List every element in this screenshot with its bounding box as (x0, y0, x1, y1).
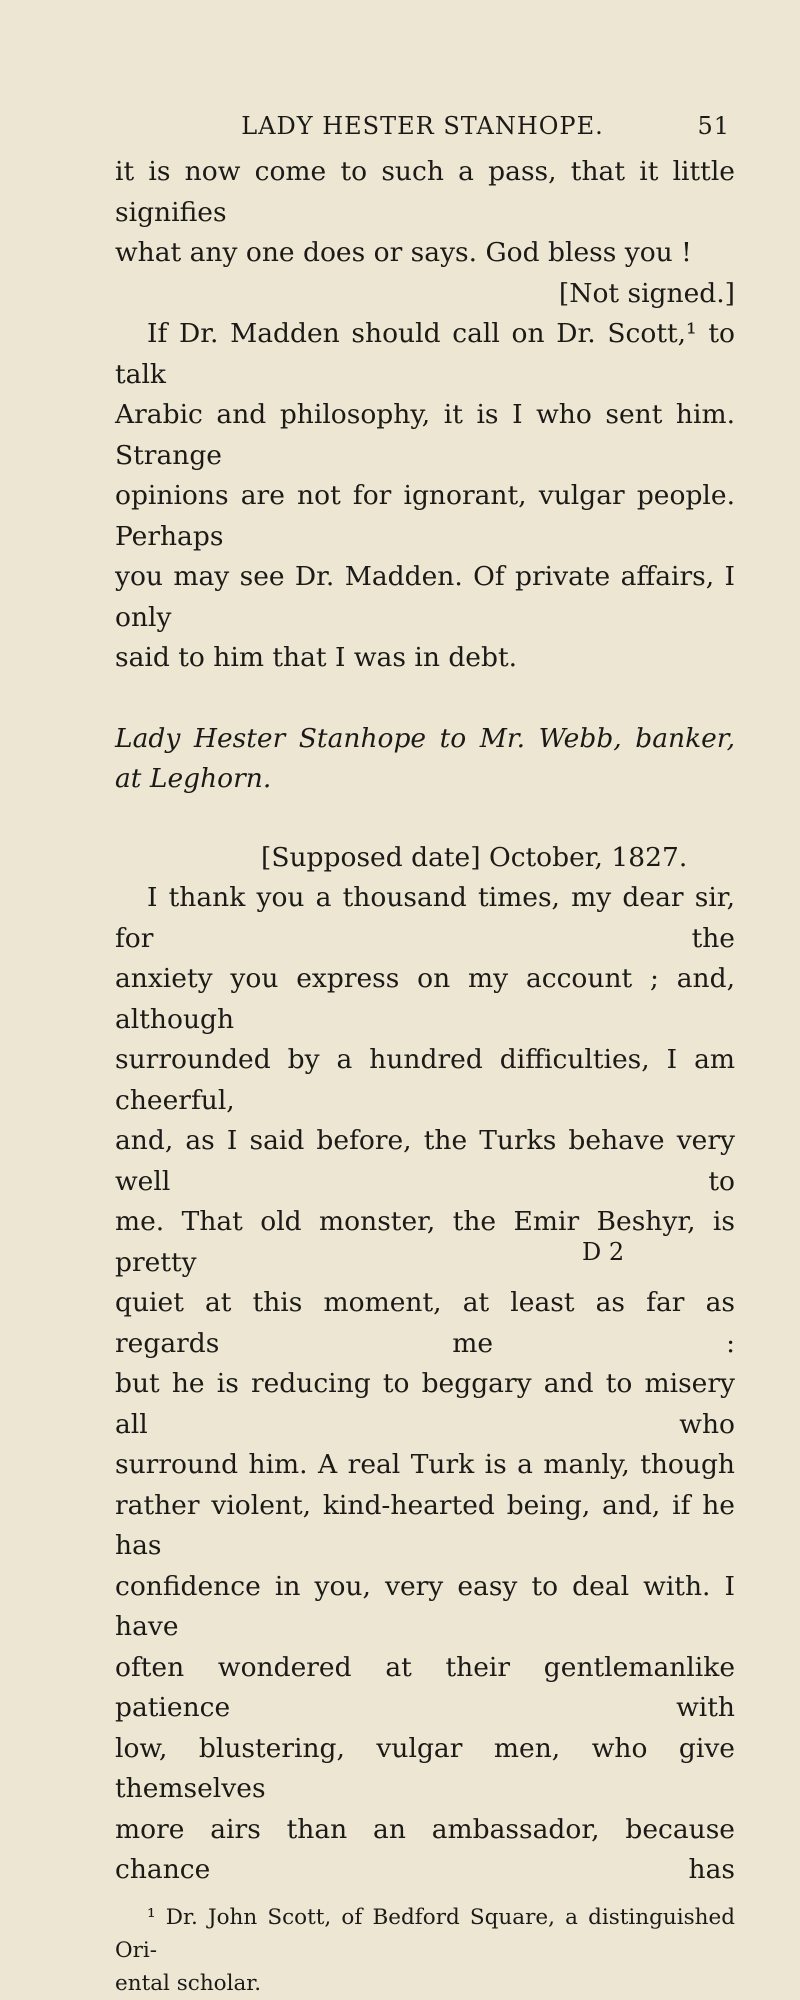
paragraph-3 (115, 878, 735, 1891)
text-line: anxiety you express on my account ; and, although (115, 963, 735, 1035)
text-line: quiet at this moment, at least as far as regards me : (115, 1287, 735, 1359)
text-line: confidence in you, very easy to deal with. I have (115, 1570, 735, 1642)
paragraph-2 (115, 314, 735, 679)
text-line: I thank you a thousand times, my dear sir, for the (115, 882, 735, 954)
footnote-line: ¹ Dr. John Scott, of Bedford Square, a distinguished Ori- (115, 1904, 735, 1963)
text-line: opinions are not for ignorant, vulgar people. Perhaps (115, 480, 735, 552)
text-line: Arabic and philosophy, it is I who sent him. Strange (115, 399, 735, 471)
signature-note: [Not signed.] (558, 277, 735, 309)
text-line: what any one does or says. God bless you ! (115, 237, 692, 268)
page-number: 51 (697, 112, 730, 140)
text-line: but he is reducing to beggary and to misery all who (115, 1368, 735, 1440)
footnote (115, 1901, 735, 2000)
text-line: surround him. A real Turk is a manly, though (115, 1449, 735, 1480)
text-line: surrounded by a hundred difficulties, I am cheerful, (115, 1044, 735, 1116)
running-title: LADY HESTER STANHOPE. (241, 112, 604, 140)
text-line: you may see Dr. Madden. Of private affairs, I only (115, 561, 735, 633)
paragraph-1 (115, 152, 735, 274)
letter-heading: Lady Hester Stanhope to Mr. Webb, banker, at Leghorn. (115, 722, 735, 794)
text-line: low, blustering, vulgar men, who give themselves (115, 1732, 735, 1804)
signature-mark: D 2 (582, 1238, 625, 1266)
text-line: more airs than an ambassador, because chance has (115, 1813, 735, 1885)
text-line: said to him that I was in debt. (115, 642, 518, 673)
text-line: it is now come to such a pass, that it little signifies (115, 156, 735, 228)
text-line: me. That old monster, the Emir Beshyr, is pretty (115, 1206, 735, 1278)
text-line: often wondered at their gentlemanlike patience with (115, 1651, 735, 1723)
page-body (115, 152, 735, 2000)
text-line: rather violent, kind-hearted being, and, if he has (115, 1489, 735, 1561)
date-line: [Supposed date] October, 1827. (261, 841, 688, 873)
text-line: and, as I said before, the Turks behave very well to (115, 1125, 735, 1197)
footnote-line: ental scholar. (115, 1970, 262, 1996)
text-line: If Dr. Madden should call on Dr. Scott,¹ to talk (115, 318, 735, 390)
